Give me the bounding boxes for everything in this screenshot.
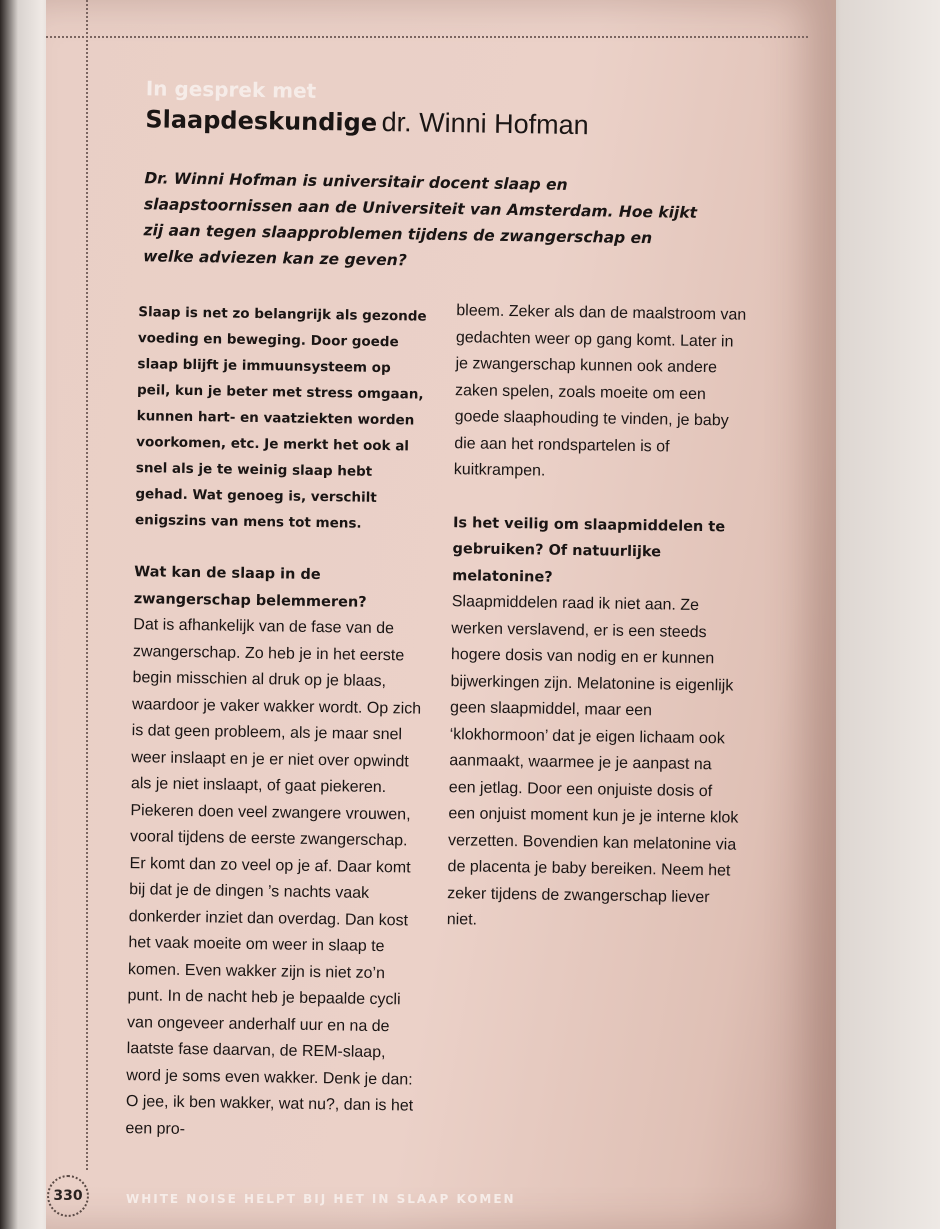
question-1: Wat kan de slaap in de zwangerschap belemmeren? <box>133 564 367 611</box>
right-column <box>447 298 747 938</box>
running-footer: WHITE NOISE HELPT BIJ HET IN SLAAP KOMEN <box>126 1192 516 1206</box>
lead-paragraph: Slaap is net zo belangrijk als gezonde voeding en beweging. Door goede slaap blijft je immuunsysteem op peil, kun je beter met stress omgaan, kunnen hart- en vaatziekten worden voorkomen, etc. Je merkt het ook al snel als je te weinig slaap hebt gehad. Wat genoeg is, verschilt enigszins van mens tot mens. <box>134 304 427 532</box>
intro-paragraph: Dr. Winni Hofman is universitair docent slaap en slaapstoornissen aan de Universiteit van Amsterdam. Hoe kijkt zij aan tegen slaapproblemen tijdens de zwangerschap en welke adviezen kan ze geven? <box>143 169 698 270</box>
title-light: dr. Winni Hofman <box>381 106 589 141</box>
title-bold: Slaapdeskundige <box>145 105 378 137</box>
answer-1-part-2: Piekeren doen veel zwangere vrouwen, vooral tijdens de eerste zwangerschap. Er komt dan zo veel op je af. Daar komt bij dat je de dingen ’s nachts vaak donkerder inziet dan overdag. Dan kost het vaak moeite om weer in slaap te komen. Even wakker zijn is niet zo’n punt. In de nacht heb je bepaalde cycli van ongeveer anderhalf uur en na de laatste fase daarvan, de REM-slaap, word je soms even wakker. Denk je dan: O jee, ik ben wakker, wat nu?, dan is het een pro- <box>125 801 414 1138</box>
article <box>125 76 769 1138</box>
page-number: 330 <box>47 1175 89 1217</box>
dotted-rule-left <box>86 0 88 1170</box>
question-2: Is het veilig om slaapmiddelen te gebruiken? Of natuurlijke melatonine? <box>452 514 726 586</box>
facing-page-blurred-text <box>822 0 940 1229</box>
section-overline: In gesprek met <box>145 76 317 103</box>
left-column <box>125 299 428 1146</box>
page-title <box>145 100 770 151</box>
answer-2: Slaapmiddelen raad ik niet aan. Ze werken verslavend, er is een steeds hogere dosis van nodig en er kunnen bijwerkingen zijn. Melatonine is eigenlijk geen slaapmiddel, maar een ‘klokhormoon’ dat je eigen lichaam ook aanmaakt, waarmee je je aanpast na een jetlag. Door een onjuiste dosis of een onjuist moment kun je je interne klok verzetten. Bovendien kan melatonine via de placenta je baby bereiken. Neem het zeker tijdens de zwangerschap liever niet. <box>446 593 739 929</box>
answer-1-part-1: Dat is afhankelijk van de fase van de zwangerschap. Zo heb je in het eerste begin misschien al druk op je blaas, waardoor je vaker wakker wordt. Op zich is dat geen probleem, als je maar snel weer inslaapt en je er niet over opwindt als je niet inslaapt, of gaat piekeren. <box>130 616 422 797</box>
dotted-rule-top <box>46 36 808 38</box>
answer-1-continuation: bleem. Zeker als dan de maalstroom van gedachten weer op gang komt. Later in je zwangerschap kunnen ook andere zaken spelen, zoals moeite om een goede slaaphouding te vinden, je baby die aan het rondspartelen is of kuitkrampen. <box>453 302 747 480</box>
